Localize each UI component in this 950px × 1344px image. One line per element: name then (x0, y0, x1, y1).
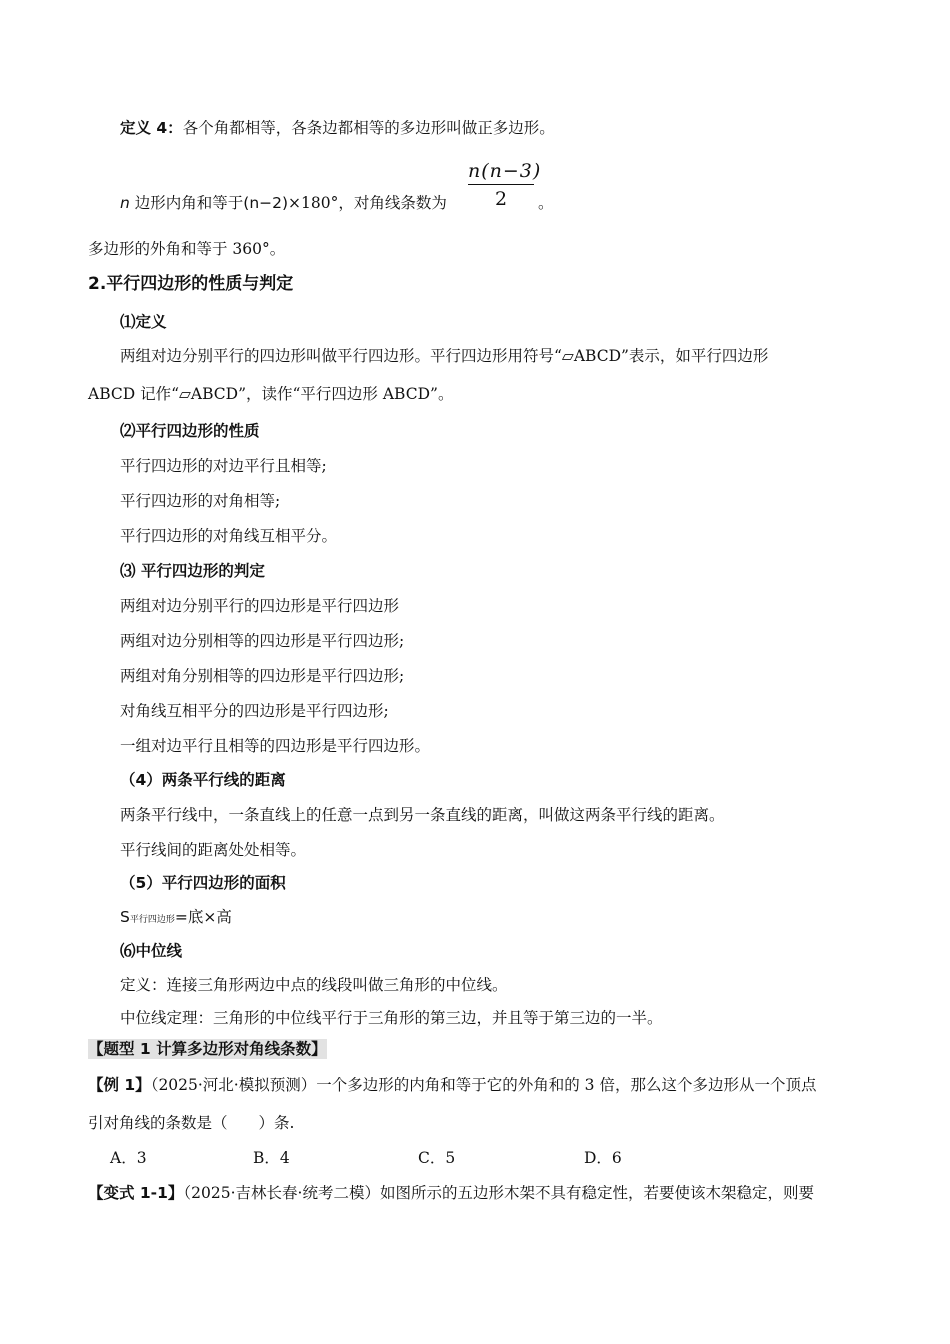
variant-1-1-text: （2025·吉林长春·统考二模）如图所示的五边形木架不具有稳定性，若要使该木架稳定，则要 (183, 1184, 814, 1202)
example-1-line-1 (88, 1075, 816, 1095)
angle-sum-line (120, 193, 447, 213)
exterior-angle-sum: 多边形的外角和等于 360°。 (88, 240, 286, 258)
properties-heading: ⑵平行四边形的性质 (120, 422, 260, 440)
criterion-item: 对角线互相平分的四边形是平行四边形; (120, 702, 389, 720)
definition-4 (120, 118, 555, 138)
variant-1-1 (88, 1183, 814, 1203)
diagonal-fraction (468, 160, 542, 210)
distance-item: 两条平行线中，一条直线上的任意一点到另一条直线的距离，叫做这两条平行线的距离。 (120, 806, 725, 824)
property-item: 平行四边形的对角线互相平分。 (120, 527, 338, 545)
angle-sum-formula-b: ×180° (288, 194, 339, 212)
variant-1-1-tag: 【变式 1-1】 (88, 1184, 184, 1202)
example-1-text: （2025·河北·模拟预测）一个多边形的内角和等于它的外角和的 3 倍，那么这个多边形从一个顶点 (150, 1076, 817, 1094)
angle-sum-formula-a: (n−2) (243, 194, 289, 212)
area-subscript: 平行四边形 (129, 915, 175, 925)
criterion-item: 一组对边平行且相等的四边形是平行四边形。 (120, 737, 431, 755)
midline-heading: ⑹中位线 (120, 942, 183, 960)
definition-line-1: 两组对边分别平行的四边形叫做平行四边形。平行四边形用符号“▱ABCD”表示，如平行四边形 (120, 347, 769, 365)
area-symbol: S (120, 908, 130, 926)
criterion-item: 两组对边分别相等的四边形是平行四边形; (120, 632, 405, 650)
topic-heading: 【题型 1 计算多边形对角线条数】 (88, 1040, 327, 1058)
criterion-item: 两组对角分别相等的四边形是平行四边形; (120, 667, 405, 685)
midline-item: 中位线定理：三角形的中位线平行于三角形的第三边，并且等于第三边的一半。 (120, 1009, 663, 1027)
fraction-bar (468, 184, 534, 185)
property-item: 平行四边形的对角相等; (120, 492, 281, 510)
option-a: A．3 (110, 1149, 147, 1167)
midline-item: 定义：连接三角形两边中点的线段叫做三角形的中位线。 (120, 976, 508, 994)
area-expression: =底×高 (174, 908, 232, 926)
property-item: 平行四边形的对边平行且相等; (120, 457, 327, 475)
definition-line-2: ABCD 记作“▱ABCD”，读作“平行四边形 ABCD”。 (88, 385, 454, 403)
section-heading: 2.平行四边形的性质与判定 (88, 274, 294, 294)
angle-sum-text: 边形内角和等于 (129, 194, 244, 212)
fraction-denominator: 2 (494, 188, 508, 210)
option-c: C．5 (418, 1149, 456, 1167)
fraction-numerator: n(n−3) (468, 160, 542, 182)
subsection-definition-heading: ⑴定义 (120, 313, 167, 331)
n-variable: n (120, 194, 130, 212)
criteria-heading: ⑶ 平行四边形的判定 (120, 562, 265, 580)
definition-4-text: 各个角都相等，各条边都相等的多边形叫做正多边形。 (182, 119, 555, 137)
example-1-line-2: 引对角线的条数是（ ）条. (88, 1114, 295, 1132)
option-d: D．6 (584, 1149, 622, 1167)
area-formula (120, 907, 232, 930)
option-b: B．4 (253, 1149, 290, 1167)
sentence-end: 。 (538, 194, 554, 212)
definition-4-label: 定义 4： (120, 119, 183, 137)
distance-item: 平行线间的距离处处相等。 (120, 841, 307, 859)
diagonal-count-text: ，对角线条数为 (338, 194, 447, 212)
criterion-item: 两组对边分别平行的四边形是平行四边形 (120, 597, 400, 615)
area-heading: （5）平行四边形的面积 (120, 874, 286, 892)
distance-heading: （4）两条平行线的距离 (120, 771, 286, 789)
example-1-tag: 【例 1】 (88, 1076, 151, 1094)
